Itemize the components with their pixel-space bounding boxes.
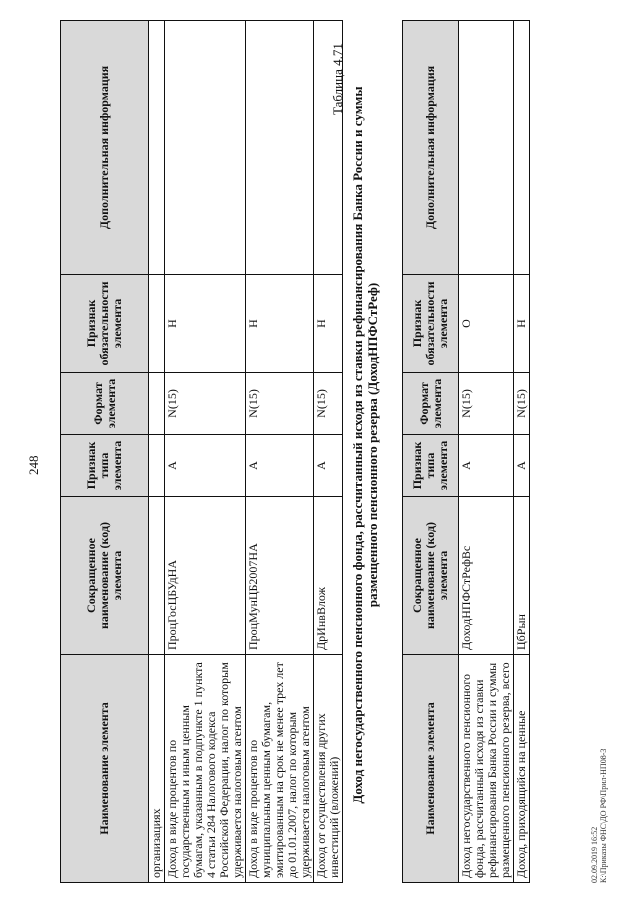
col-header-format: Формат элемента	[403, 373, 459, 435]
cell-format: N(15)	[165, 373, 246, 435]
col-header-name: Наименование элемента	[61, 655, 149, 883]
cell-format: N(15)	[246, 373, 314, 435]
table-row	[149, 21, 165, 883]
table-caption-number: Таблица 4.71	[330, 43, 345, 115]
footer-path: К:\Приказы ФНС\ДО РФ\Прил-НП08-3	[599, 748, 608, 883]
cell-name: Доход, приходящийся на ценные	[514, 655, 530, 883]
cell-type: А	[314, 435, 343, 497]
col-header-code: Сокращенное наименование (код) элемента	[61, 497, 149, 655]
cell-info	[165, 21, 246, 275]
table-row	[514, 21, 530, 883]
col-header-required: Признак обязательности элемента	[403, 275, 459, 373]
cell-name: Доход от осуществления других инвестиций (вложений)	[314, 655, 343, 883]
col-header-name: Наименование элемента	[403, 655, 459, 883]
table-2-header	[403, 21, 459, 883]
cell-type: А	[165, 435, 246, 497]
cell-code: ПроцМунЦБ2007НА	[246, 497, 314, 655]
cell-info	[246, 21, 314, 275]
table-row	[246, 21, 314, 883]
cell-format: N(15)	[514, 373, 530, 435]
table-1	[60, 20, 343, 883]
cell-code: ДоходНПФСтРефВс	[459, 497, 514, 655]
col-header-format: Формат элемента	[61, 373, 149, 435]
cell-code: ЦбРын	[514, 497, 530, 655]
cell-required: Н	[514, 275, 530, 373]
col-header-code: Сокращенное наименование (код) элемента	[403, 497, 459, 655]
col-header-info: Дополнительная информация	[61, 21, 149, 275]
cell-required: Н	[165, 275, 246, 373]
col-header-info: Дополнительная информация	[403, 21, 459, 275]
table-row	[314, 21, 343, 883]
table-caption-title: Доход негосударственного пенсионного фонда, рассчитанный исходя из ставки рефинансирования Банка России и суммы размещенного пенсионного резерва (ДоходНПФСтРеф)	[350, 86, 380, 804]
col-header-required: Признак обязательности элемента	[61, 275, 149, 373]
table-1-header	[61, 21, 149, 883]
cell-name: Доход в виде процентов по муниципальным ценным бумагам, эмитированным на срок не менее трех лет до 01.01.2007, налог по которым удерживается налоговым агентом	[246, 655, 314, 883]
cell-format: N(15)	[459, 373, 514, 435]
continuation-cell: организациях	[149, 655, 165, 883]
cell-info	[459, 21, 514, 275]
cell-format: N(15)	[314, 373, 343, 435]
table-row	[459, 21, 514, 883]
cell-required: Н	[314, 275, 343, 373]
cell-code: ПроцГосЦБУдНА	[165, 497, 246, 655]
table-2	[402, 20, 530, 883]
col-header-type: Признак типа элемента	[61, 435, 149, 497]
table-row	[165, 21, 246, 883]
page-number: 248	[26, 455, 41, 475]
cell-type: А	[514, 435, 530, 497]
cell-type: А	[246, 435, 314, 497]
footer-timestamp: 02.09.2019 16:52	[590, 826, 599, 883]
cell-info	[514, 21, 530, 275]
cell-name: Доход негосударственного пенсионного фонда, рассчитанный исходя из ставки рефинансирования Банка России и суммы размещенного пенсионного резерва, всего	[459, 655, 514, 883]
cell-type: А	[459, 435, 514, 497]
cell-required: О	[459, 275, 514, 373]
cell-required: Н	[246, 275, 314, 373]
cell-code: ДрИнвВлож	[314, 497, 343, 655]
col-header-type: Признак типа элемента	[403, 435, 459, 497]
file-footer	[590, 749, 608, 883]
cell-name: Доход в виде процентов по государственным и иным ценным бумагам, указанным в подпункте 1 пункта 4 статьи 284 Налогового кодекса Российской Федерации, налог по которым удерживается налоговым агентом	[165, 655, 246, 883]
